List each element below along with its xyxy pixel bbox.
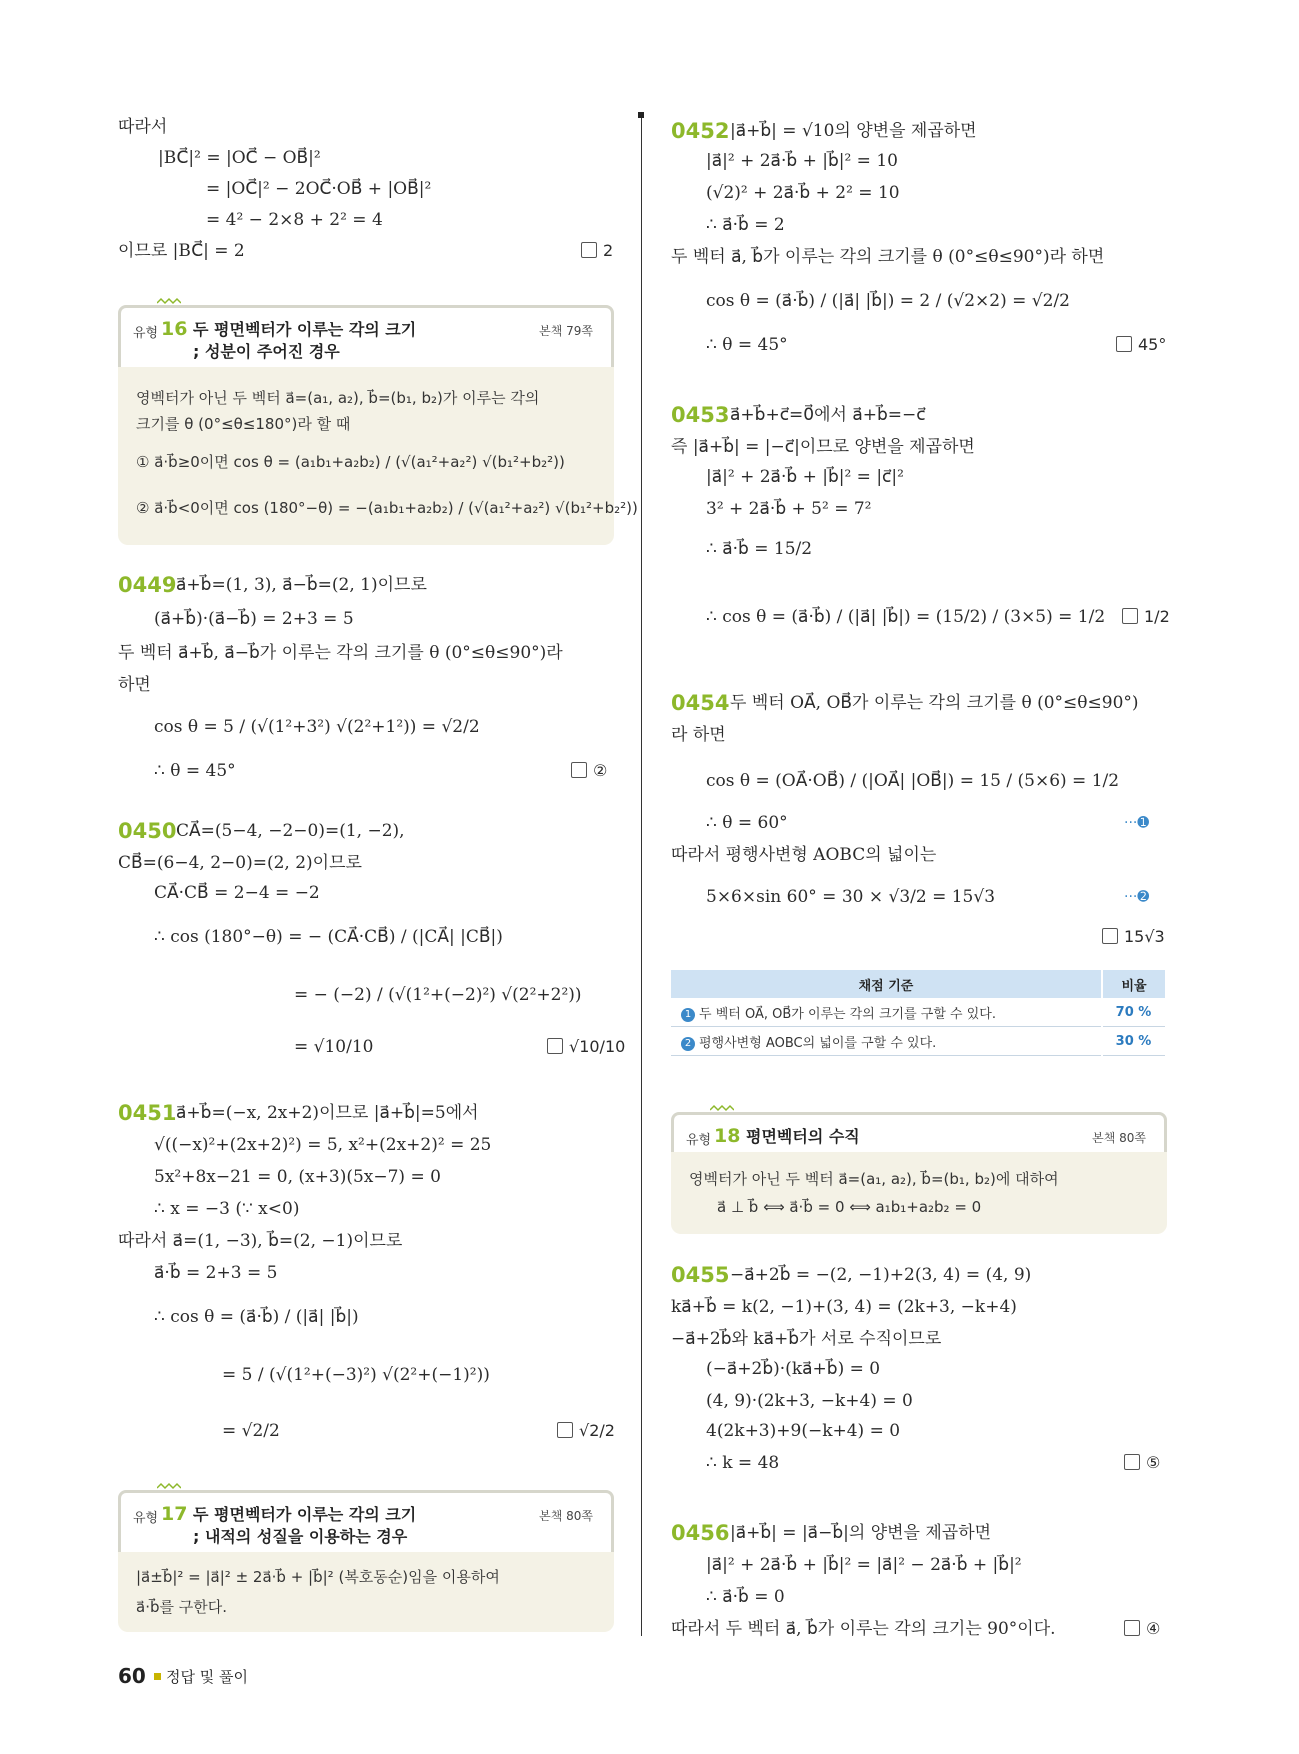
- math-line: = |OC⃗|² − 2OC⃗·OB⃗ + |OB⃗|²: [206, 179, 432, 199]
- answer-mark: [1124, 1618, 1160, 1640]
- math-line: −a⃗+2b⃗ = −(2, −1)+2(3, 4) = (4, 9): [730, 1265, 1032, 1285]
- type18-header: [671, 1112, 1167, 1155]
- type-number: 16: [161, 318, 188, 340]
- math-line: 따라서 a⃗=(1, −3), b⃗=(2, −1)이므로: [118, 1231, 403, 1251]
- answer-mark: [1102, 926, 1165, 948]
- body-line: |a⃗±b⃗|² = |a⃗|² ± 2a⃗·b⃗ + |b⃗|² (복호동순)임을 이용하여: [136, 1568, 500, 1586]
- math-line: 5×6×sin 60° = 30 × √3/2 = 15√3: [706, 887, 996, 907]
- answer-icon: [1122, 608, 1138, 624]
- text-line: −a⃗+2b⃗와 ka⃗+b⃗가 서로 수직이므로: [671, 1329, 942, 1349]
- type-title: [193, 319, 416, 363]
- answer-icon: [1124, 1454, 1140, 1470]
- math-line: = √10/10: [294, 1037, 374, 1057]
- math-line: = √2/2: [222, 1421, 280, 1441]
- body-line: 영벡터가 아닌 두 벡터 a⃗=(a₁, a₂), b⃗=(b₁, b₂)가 이루는 각의: [136, 389, 540, 407]
- body-line: 크기를 θ (0°≤θ≤180°)라 할 때: [136, 415, 351, 433]
- text-line: 즉 |a⃗+b⃗| = |−c⃗|이므로 양변을 제곱하면: [671, 437, 975, 457]
- math-line: ∴ x = −3 (∵ x<0): [154, 1199, 300, 1219]
- math-line: ∴ a⃗·b⃗ = 2: [706, 215, 785, 235]
- math-line: ∴ a⃗·b⃗ = 15/2: [706, 539, 813, 559]
- body-line: ② a⃗·b⃗<0이면 cos (180°−θ) = −(a₁b₁+a₂b₂) / (√(a₁²+a₂²) √(b₁²+b₂²)): [136, 499, 638, 517]
- answer-value: 15√3: [1124, 927, 1165, 946]
- type16-body: [118, 367, 638, 545]
- math-line: ∴ cos θ = (a⃗·b⃗) / (|a⃗| |b⃗|): [154, 1307, 359, 1327]
- math-line: cos θ = 5 / (√(1²+3²) √(2²+1²)) = √2/2: [154, 717, 480, 737]
- math-line: |a⃗|² + 2a⃗·b⃗ + |b⃗|² = 10: [706, 151, 898, 171]
- math-line: |a⃗|² + 2a⃗·b⃗ + |b⃗|² = |a⃗|² − 2a⃗·b⃗ + |b⃗|²: [706, 1555, 1022, 1575]
- wave-icon: [710, 1103, 734, 1113]
- type-number: 17: [161, 1503, 188, 1525]
- rate-header: 비율: [1102, 970, 1165, 998]
- table-row: [671, 998, 1165, 1027]
- body-line: 영벡터가 아닌 두 벡터 a⃗=(a₁, a₂), b⃗=(b₁, b₂)에 대하여: [689, 1170, 1059, 1188]
- math-line: ∴ θ = 45°: [154, 761, 236, 781]
- problem-number: 0453: [671, 403, 730, 427]
- type17-body: [118, 1552, 614, 1632]
- text-line: 두 벡터 OA⃗, OB⃗가 이루는 각의 크기를 θ (0°≤θ≤90°): [730, 693, 1139, 713]
- textbook-ref: 본책 80쪽: [1092, 1131, 1146, 1145]
- math-line: a⃗·b⃗ = 2+3 = 5: [154, 1263, 278, 1283]
- math-line: = 4² − 2×8 + 2² = 4: [206, 210, 383, 230]
- rate-cell: 70 %: [1102, 998, 1165, 1027]
- answer-value: 2: [603, 241, 614, 260]
- math-line: ka⃗+b⃗ = k(2, −1)+(3, 4) = (2k+3, −k+4): [671, 1297, 1017, 1317]
- math-line: (a⃗+b⃗)·(a⃗−b⃗) = 2+3 = 5: [154, 609, 354, 629]
- type-title-line: 두 평면벡터가 이루는 각의 크기: [193, 320, 417, 339]
- textbook-ref: 본책 79쪽: [539, 324, 593, 338]
- type17-header: [118, 1490, 614, 1555]
- text-line: 두 벡터 a⃗+b⃗, a⃗−b⃗가 이루는 각의 크기를 θ (0°≤θ≤90°)라: [118, 643, 563, 663]
- math-line: 5x²+8x−21 = 0, (x+3)(5x−7) = 0: [154, 1167, 441, 1187]
- criteria-header: 채점 기준: [671, 970, 1102, 998]
- type-title: [746, 1126, 860, 1148]
- math-line: cos θ = (OA⃗·OB⃗) / (|OA⃗| |OB⃗|) = 15 / (5×6) = 1/2: [706, 771, 1120, 791]
- math-line: (4, 9)·(2k+3, −k+4) = 0: [706, 1391, 913, 1411]
- answer-value: 1/2: [1144, 607, 1170, 626]
- text-line: 따라서 평행사변형 AOBC의 넓이는: [671, 845, 937, 865]
- type-label: 유형: [133, 1511, 159, 1526]
- type-title-line: ; 성분이 주어진 경우: [193, 342, 340, 361]
- type-number: 18: [714, 1125, 741, 1147]
- math-line: ∴ cos θ = (a⃗·b⃗) / (|a⃗| |b⃗|) = (15/2) / (3×5) = 1/2: [706, 607, 1106, 627]
- problem-number: 0449: [118, 573, 177, 597]
- problem-number: 0454: [671, 691, 730, 715]
- type-title: [193, 1504, 416, 1548]
- criteria-cell: [671, 1027, 1102, 1056]
- answer-value: √10/10: [569, 1037, 626, 1056]
- criteria-text: 두 벡터 OA⃗, OB⃗가 이루는 각의 크기를 구할 수 있다.: [699, 1006, 996, 1022]
- math-line: √((−x)²+(2x+2)²) = 5, x²+(2x+2)² = 25: [154, 1135, 492, 1155]
- text-line: 따라서 두 벡터 a⃗, b⃗가 이루는 각의 크기는 90°이다.: [671, 1619, 1056, 1639]
- problem-number: 0452: [671, 119, 730, 143]
- wave-icon: [157, 1481, 181, 1491]
- answer-mark: [557, 1420, 615, 1442]
- type-title-line: 평면벡터의 수직: [746, 1127, 860, 1146]
- body-line: a⃗·b⃗를 구한다.: [136, 1598, 227, 1616]
- textbook-ref: 본책 80쪽: [539, 1509, 593, 1523]
- problem-number: 0456: [671, 1521, 730, 1545]
- criteria-text: 평행사변형 AOBC의 넓이를 구할 수 있다.: [699, 1035, 937, 1051]
- answer-value: ④: [1146, 1619, 1161, 1638]
- problem-number: 0451: [118, 1101, 177, 1125]
- section-title: 정답 및 풀이: [166, 1668, 248, 1686]
- problem-number: 0455: [671, 1263, 730, 1287]
- type-title-line: 두 평면벡터가 이루는 각의 크기: [193, 1505, 417, 1524]
- answer-value: √2/2: [579, 1421, 615, 1440]
- scoring-table: [671, 970, 1165, 1056]
- type-title-line: ; 내적의 성질을 이용하는 경우: [193, 1527, 408, 1546]
- math-line: ∴ θ = 45°: [706, 335, 788, 355]
- answer-icon: [581, 242, 597, 258]
- answer-icon: [557, 1422, 573, 1438]
- math-line: = 5 / (√(1²+(−3)²) √(2²+(−1)²)): [222, 1365, 490, 1385]
- text-line: 하면: [118, 675, 151, 695]
- rate-cell: 30 %: [1102, 1027, 1165, 1056]
- step-marker-2: ···➋: [1124, 889, 1150, 905]
- answer-mark: [547, 1036, 625, 1058]
- math-line: cos θ = (a⃗·b⃗) / (|a⃗| |b⃗|) = 2 / (√2×2) = √2/2: [706, 291, 1070, 311]
- table-header-row: [671, 970, 1165, 998]
- math-line: ∴ a⃗·b⃗ = 0: [706, 1587, 785, 1607]
- math-line: = − (−2) / (√(1²+(−2)²) √(2²+2²)): [294, 985, 582, 1005]
- math-line: 4(2k+3)+9(−k+4) = 0: [706, 1421, 901, 1441]
- math-line: (√2)² + 2a⃗·b⃗ + 2² = 10: [706, 183, 900, 203]
- answer-value: ⑤: [1146, 1453, 1161, 1472]
- page-number: 60: [118, 1664, 146, 1688]
- answer-mark: [581, 240, 613, 262]
- math-line: |BC⃗|² = |OC⃗ − OB⃗|²: [158, 148, 321, 168]
- type-label: 유형: [686, 1133, 712, 1148]
- type16-header: [118, 305, 614, 370]
- text-line: 두 벡터 a⃗, b⃗가 이루는 각의 크기를 θ (0°≤θ≤90°)라 하면: [671, 247, 1105, 267]
- body-line: a⃗ ⊥ b⃗ ⟺ a⃗·b⃗ = 0 ⟺ a₁b₁+a₂b₂ = 0: [717, 1198, 982, 1216]
- answer-icon: [1124, 1620, 1140, 1636]
- text-line: 따라서: [118, 117, 168, 137]
- math-line: a⃗+b⃗=(−x, 2x+2)이므로 |a⃗+b⃗|=5에서: [176, 1103, 479, 1123]
- answer-mark: [1116, 334, 1166, 356]
- math-line: CA⃗=(5−4, −2−0)=(1, −2),: [176, 821, 405, 841]
- answer-icon: [571, 762, 587, 778]
- step-number-icon: 2: [681, 1037, 695, 1051]
- math-line: |a⃗+b⃗| = |a⃗−b⃗|의 양변을 제곱하면: [730, 1523, 992, 1543]
- math-line: CA⃗·CB⃗ = 2−4 = −2: [154, 883, 320, 903]
- table-row: [671, 1027, 1165, 1056]
- math-line: a⃗+b⃗=(1, 3), a⃗−b⃗=(2, 1)이므로: [176, 575, 427, 595]
- answer-mark: [1122, 606, 1170, 628]
- math-line: ∴ cos (180°−θ) = − (CA⃗·CB⃗) / (|CA⃗| |CB⃗|): [154, 927, 503, 947]
- step-number-icon: 1: [681, 1008, 695, 1022]
- math-line: 이므로 |BC⃗| = 2: [118, 241, 245, 261]
- column-top-mark: [638, 112, 644, 118]
- criteria-cell: [671, 998, 1102, 1027]
- math-line: |a⃗+b⃗| = √10의 양변을 제곱하면: [730, 121, 977, 141]
- footer-square-icon: [154, 1673, 161, 1680]
- answer-value: ②: [593, 761, 608, 780]
- answer-icon: [547, 1038, 563, 1054]
- math-line: ∴ k = 48: [706, 1453, 780, 1473]
- math-line: |a⃗|² + 2a⃗·b⃗ + |b⃗|² = |c⃗|²: [706, 467, 904, 487]
- text-line: 라 하면: [671, 725, 726, 745]
- answer-mark: [571, 760, 607, 782]
- math-line: CB⃗=(6−4, 2−0)=(2, 2)이므로: [118, 853, 362, 873]
- answer-icon: [1102, 928, 1118, 944]
- answer-mark: [1124, 1452, 1160, 1474]
- type-label: 유형: [133, 326, 159, 341]
- answer-value: 45°: [1138, 335, 1167, 354]
- body-line: ① a⃗·b⃗≥0이면 cos θ = (a₁b₁+a₂b₂) / (√(a₁²+a₂²) √(b₁²+b₂²)): [136, 453, 565, 471]
- answer-icon: [1116, 336, 1132, 352]
- type18-body: [671, 1152, 1167, 1234]
- math-line: (−a⃗+2b⃗)·(ka⃗+b⃗) = 0: [706, 1359, 881, 1379]
- math-line: ∴ θ = 60°: [706, 813, 788, 833]
- step-marker-1: ···➊: [1124, 815, 1150, 831]
- problem-number: 0450: [118, 819, 177, 843]
- wave-icon: [157, 296, 181, 306]
- column-divider: [641, 116, 642, 1636]
- math-line: 3² + 2a⃗·b⃗ + 5² = 7²: [706, 499, 872, 519]
- math-line: a⃗+b⃗+c⃗=0⃗에서 a⃗+b⃗=−c⃗: [730, 405, 926, 425]
